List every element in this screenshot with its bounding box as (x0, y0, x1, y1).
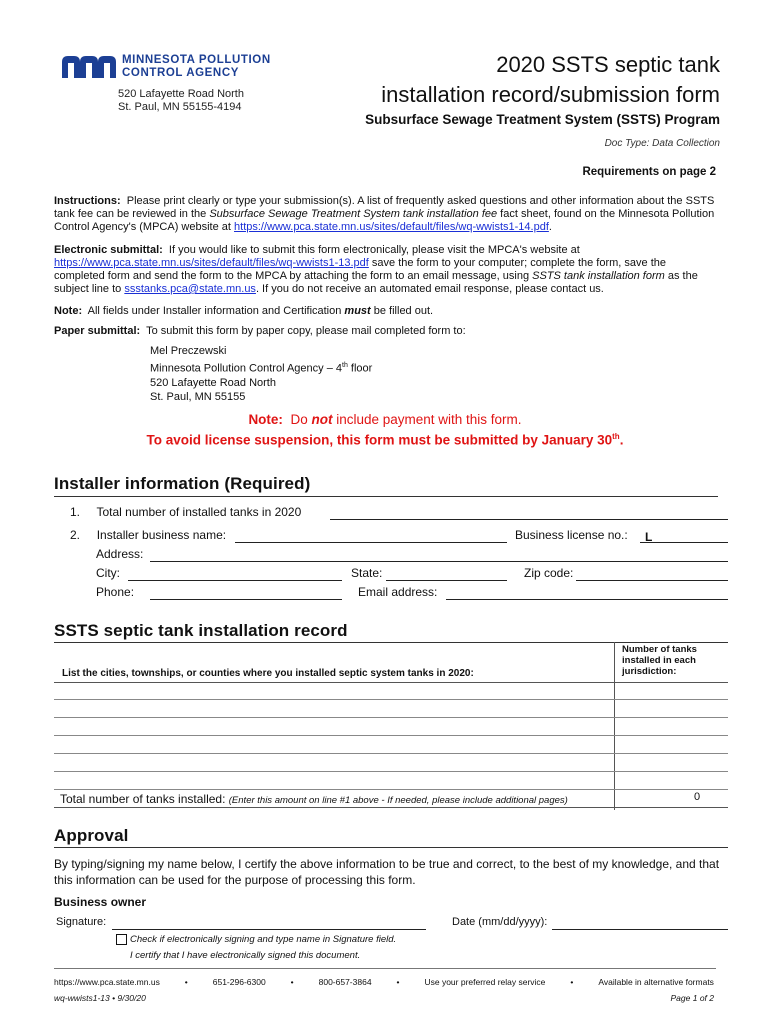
table-row[interactable] (54, 718, 728, 736)
business-owner-label: Business owner (54, 895, 147, 909)
footer-divider (54, 968, 716, 969)
esign-checkbox[interactable] (116, 934, 127, 945)
note-emphasis: must (344, 305, 371, 317)
phone-field[interactable] (150, 585, 342, 600)
state-field[interactable] (386, 566, 507, 581)
approval-section-title: Approval (54, 826, 129, 845)
state-label: State: (351, 566, 383, 580)
fact-sheet-link[interactable]: https://www.pca.state.mn.us/sites/default/files/wq-wwists1-14.pdf (234, 221, 549, 233)
footer-bullet: • (290, 977, 294, 987)
footer-bullet: • (570, 977, 574, 987)
esign-label: Check if electronically signing and type name in Signature field. (130, 934, 397, 945)
doc-type: Doc Type: Data Collection (604, 138, 720, 149)
installer-section-title: Installer information (Required) (54, 474, 311, 493)
footer-doc-id: wq-wwists1-13 • 9/30/20 (54, 993, 146, 1003)
mpca-logo-icon (60, 54, 120, 78)
instructions-end: . (548, 221, 552, 233)
agency-line1: MINNESOTA POLLUTION (122, 54, 271, 66)
instructions-text: Please print clearly or type your submission(s). A list of frequently asked questions and other information about the SSTS tank fee can be reviewed in the (54, 195, 715, 220)
license-label: Business license no.: (515, 528, 628, 542)
city-field[interactable] (128, 566, 342, 581)
electronic-label: Electronic submittal: (54, 244, 163, 256)
footer-info (54, 977, 714, 987)
electronic-text2: save the form to your computer; complete the form, save the completed form and send the form to the MPCA by attaching the form to an email message, using (54, 257, 666, 282)
total-label: Total number of tanks installed: (60, 792, 226, 806)
date-field[interactable] (552, 915, 728, 930)
note-label: Note: (54, 305, 83, 317)
address-line2: St. Paul, MN 55155-4194 (118, 101, 242, 113)
instructions-label: Instructions: (54, 195, 121, 207)
approval-divider (54, 847, 728, 848)
electronic-paragraph (54, 244, 719, 296)
table-row[interactable] (54, 736, 728, 754)
zip-field[interactable] (576, 566, 728, 581)
table-row[interactable] (54, 700, 728, 718)
q2-number: 2. (70, 528, 81, 542)
email-label: Email address: (358, 585, 438, 599)
total-tanks-field[interactable] (330, 505, 728, 520)
table-row[interactable] (54, 682, 728, 700)
signature-label: Signature: (56, 916, 107, 928)
table-bottom-border (54, 807, 728, 808)
footer-page-number: Page 1 of 2 (670, 993, 714, 1003)
table-rows (54, 682, 728, 790)
business-name-field[interactable] (235, 528, 507, 543)
total-note: (Enter this amount on line #1 above - If needed, please include additional pages) (228, 795, 568, 806)
col1-header: List the cities, townships, or counties where you installed septic system tanks in 2020: (62, 668, 474, 679)
title-line1: 2020 SSTS septic tank (496, 52, 720, 77)
address-line1: 520 Lafayette Road North (118, 88, 244, 100)
paper-paragraph (54, 325, 719, 338)
q2-row (70, 528, 226, 542)
q2-label: Installer business name: (96, 528, 227, 542)
signature-field[interactable] (112, 915, 426, 930)
certify-text: I certify that I have electronically signed this document. (130, 950, 361, 961)
address-field[interactable] (150, 547, 728, 562)
electronic-text1: If you would like to submit this form electronically, please visit the MPCA's website at (168, 244, 580, 256)
form-link[interactable]: https://www.pca.state.mn.us/sites/default/files/wq-wwists1-13.pdf (54, 257, 369, 269)
instructions-paragraph (54, 195, 719, 234)
mail-agency: Minnesota Pollution Control Agency – 4th floor (150, 361, 373, 375)
mail-name: Mel Preczewski (150, 345, 227, 357)
record-section-title: SSTS septic tank installation record (54, 621, 348, 640)
title-line2: installation record/submission form (381, 82, 720, 107)
date-label: Date (mm/dd/yyyy): (452, 916, 548, 928)
instructions-text2: fact sheet, found on the Minnesota Pollution Control Agency's (MPCA) website at (54, 208, 715, 233)
q1-label: Total number of installed tanks in 2020 (96, 505, 302, 519)
installer-divider (54, 496, 718, 497)
footer-alt-formats: Available in alternative formats (598, 977, 714, 987)
footer-phone2: 800-657-3864 (318, 977, 372, 987)
footer-url[interactable]: https://www.pca.state.mn.us (54, 977, 160, 987)
agency-line2: CONTROL AGENCY (122, 67, 240, 79)
license-field[interactable] (640, 528, 728, 543)
payment-note-label: Note: (248, 412, 283, 427)
footer-bullet: • (396, 977, 400, 987)
total-row (60, 792, 568, 806)
footer-bullet: • (184, 977, 188, 987)
agency-address (118, 88, 244, 114)
phone-label: Phone: (96, 585, 135, 599)
paper-text: To submit this form by paper copy, please mail completed form to: (146, 325, 466, 337)
deadline-note: To avoid license suspension, this form must be submitted by January 30th. (146, 432, 624, 448)
footer-relay: Use your preferred relay service (424, 977, 546, 987)
program-name: Subsurface Sewage Treatment System (SSTS) Program (365, 112, 720, 127)
zip-label: Zip code: (524, 566, 574, 580)
payment-note: Note: Do not include payment with this form. (248, 412, 522, 427)
table-row[interactable] (54, 772, 728, 790)
q1-row (70, 505, 301, 519)
col2-header: Number of tanks installed in each jurisdiction: (622, 644, 697, 677)
note-text1: All fields under Installer information and Certification (87, 305, 345, 317)
email-field[interactable] (446, 585, 728, 600)
approval-text: By typing/signing my name below, I certify the above information to be true and correct, to the best of my knowledge, and that this information can be used for the purpose of processing this form. (54, 857, 720, 887)
note-paragraph (54, 305, 719, 318)
city-label: City: (96, 566, 120, 580)
email-link[interactable]: ssstanks.pca@state.mn.us (124, 283, 256, 295)
paper-label: Paper submittal: (54, 325, 141, 337)
electronic-text3: as the subject line to (54, 270, 698, 295)
mailing-address (150, 344, 372, 405)
total-value[interactable]: 0 (694, 791, 701, 803)
mail-street: 520 Lafayette Road North (150, 376, 276, 389)
mpca-logo (60, 54, 120, 78)
q1-number: 1. (70, 505, 81, 519)
fact-sheet-title: Subsurface Sewage Treatment System tank installation fee (209, 208, 498, 220)
subject-line-text: SSTS tank installation form (532, 270, 665, 282)
mail-city: St. Paul, MN 55155 (150, 391, 246, 404)
agency-name (122, 54, 271, 80)
address-label: Address: (96, 547, 144, 561)
electronic-text4: . If you do not receive an automated email response, please contact us. (255, 283, 604, 295)
note-text2: be filled out. (370, 305, 434, 317)
requirements-note: Requirements on page 2 (582, 166, 716, 178)
footer-phone1: 651-296-6300 (212, 977, 266, 987)
license-prefix: L (645, 530, 653, 544)
table-row[interactable] (54, 754, 728, 772)
page-title (381, 50, 720, 110)
record-table (54, 642, 728, 810)
